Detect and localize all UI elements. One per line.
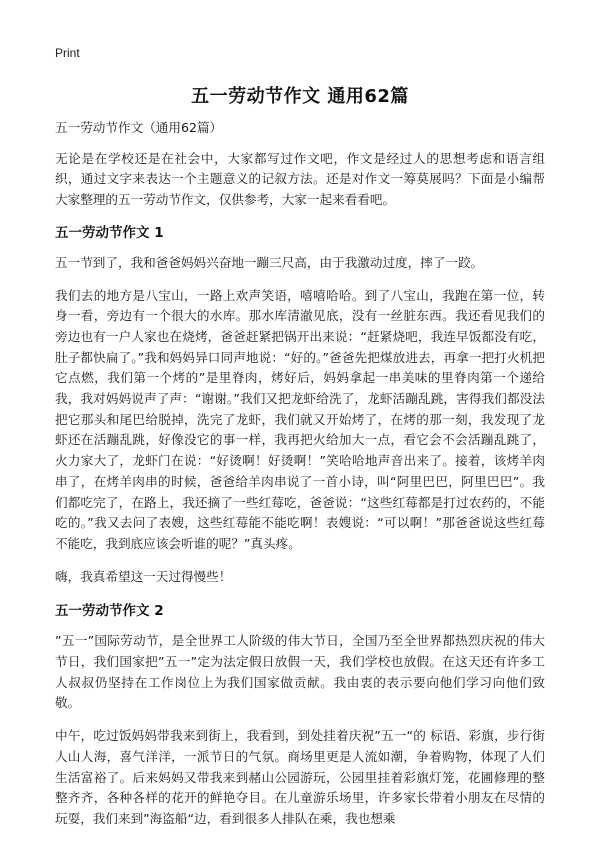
paragraph: 我们去的地方是八宝山，一路上欢声笑语，嘻嘻哈哈。到了八宝山，我跑在第一位，转身一看，旁边有一个很大的水库。那水库清澈见底，没有一丝脏东西。我还看见我们的旁边也有一户人家也在烧烤，爸爸赶紧把锅开出来说：“赶紧烧吧，我连早饭都没有吃，肚子都快扁了。”我和妈妈异口同声地说：“好的。”爸爸先把煤放进去，再拿一把打火机把它点燃，我们第一个烤的”是里脊肉，烤好后，妈妈拿起一串美味的里脊肉第一个递给我，我对妈妈说声了声：“谢谢。”我们又把龙虾给洗了，龙虾活蹦乱跳，害得我们都没法把它那头和尾巴给脱掉，洗完了龙虾，我们就又开始烤了，在烤的那一刻，我发现了龙虾还在活蹦乱跳，好像没它的事一样，我再把火给加大一点，看它会不会活蹦乱跳了，火力家大了，龙虾门在说：“好烫啊！好烫啊！”笑哈哈地声音出来了。接着，该烤羊肉串了，在烤羊肉串的时候，爸爸给羊肉串说了一首小诗，叫“阿里巴巴，阿里巴巴”。我们都吃完了，在路上，我还摘了一些红莓吃，爸爸说：“这些红莓都是打过农药的，不能吃的。”我又去问了表嫂，这些红莓能不能吃啊！表嫂说：“可以啊！”那爸爸说这些红莓不能吃，我到底应该会听谁的呢？”真头疼。 <box>55 287 545 551</box>
article-body <box>55 118 545 842</box>
paragraph: ”五一”国际劳动节，是全世界工人阶级的伟大节日，全国乃至全世界都热烈庆祝的伟大节日，我们国家把”五一”定为法定假日放假一天，我们学校也放假。在这天还有许多工人叔叔仍坚持在工作岗位上为我们国家做贡献。我由衷的表示要向他们学习向他们致敬。 <box>55 633 545 711</box>
paragraph: 中午，吃过饭妈妈带我来到街上，我看到，到处挂着庆祝”五一“的 标语、彩旗，步行街人山人海，喜气洋洋，一派节日的气氛。商场里更是人流如潮，争着购物，体现了人们生活富裕了。后来妈妈又带我来到赭山公园游玩，公园里挂着彩旗灯笼，花圃修理的整整齐齐，各种各样的花开的鲜艳夺目。在儿童游乐场里，许多家长带着小朋友在尽情的玩耍，我们来到”海盗船“边，看到很多人排队在乘，我也想乘 <box>55 728 545 826</box>
paragraph: 五一节到了，我和爸爸妈妈兴奋地一蹦三尺高，由于我激动过度，摔了一跤。 <box>55 254 484 270</box>
print-link[interactable]: Print <box>55 46 80 60</box>
intro-paragraph: 无论是在学校还是在社会中，大家都写过作文吧，作文是经过人的思想考虑和语言组织，通过文字来表达一个主题意义的记叙方法。还是对作文一筹莫展吗？下面是小编帮大家整理的五一劳动节作文，仅供参考，大家一起来看看吧。 <box>55 150 545 208</box>
page-title: 五一劳动节作文 通用62篇 <box>191 86 409 107</box>
article-subtitle: 五一劳动节作文（通用62篇） <box>55 120 223 135</box>
section-heading-1: 五一劳动节作文 1 <box>55 224 164 241</box>
section-heading-2: 五一劳动节作文 2 <box>55 603 164 620</box>
paragraph: 嗨，我真希望这一天过得慢些！ <box>55 568 232 584</box>
